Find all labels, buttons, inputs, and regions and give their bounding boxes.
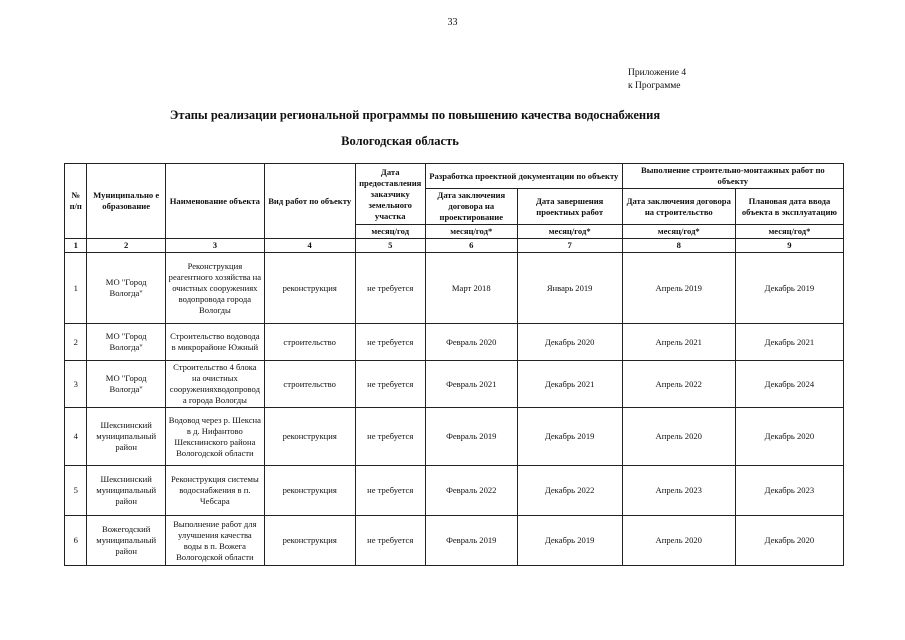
cell-municipality: Вожегодский муниципальный район [87, 516, 166, 566]
cell-commission: Декабрь 2023 [735, 466, 843, 516]
header-build-group: Выполнение строительно-монтажных работ по объекту [622, 164, 843, 189]
page-number: 33 [447, 17, 458, 28]
cell-design-contract: Февраль 2022 [425, 466, 517, 516]
header-no: № п/п [65, 164, 87, 239]
cell-commission: Декабрь 2021 [735, 324, 843, 361]
cell-no: 1 [65, 253, 87, 324]
unit-design-contract: месяц/год* [425, 225, 517, 239]
column-number: 9 [735, 239, 843, 253]
cell-design-contract: Февраль 2019 [425, 516, 517, 566]
unit-build-contract: месяц/год* [622, 225, 735, 239]
cell-design-contract: Февраль 2020 [425, 324, 517, 361]
cell-work-type: строительство [264, 324, 355, 361]
header-object-name: Наименование объекта [165, 164, 264, 239]
cell-build-contract: Апрель 2023 [622, 466, 735, 516]
column-number: 6 [425, 239, 517, 253]
column-number: 1 [65, 239, 87, 253]
cell-build-contract: Апрель 2022 [622, 361, 735, 408]
cell-object: Реконструкция реагентного хозяйства на очистных сооружениях водопровода города Вологды [165, 253, 264, 324]
cell-object: Выполнение работ для улучшения качества воды в п. Вожега Вологодской области [165, 516, 264, 566]
table-row [65, 361, 844, 408]
cell-land-date: не требуется [355, 466, 425, 516]
cell-land-date: не требуется [355, 516, 425, 566]
column-number: 7 [517, 239, 622, 253]
cell-no: 6 [65, 516, 87, 566]
header-commission: Плановая дата ввода объекта в эксплуатацию [735, 189, 843, 225]
table-row [65, 466, 844, 516]
unit-land: месяц/год [355, 225, 425, 239]
table-row [65, 408, 844, 466]
cell-municipality: МО "Город Вологда" [87, 324, 166, 361]
cell-object: Реконструкция системы водоснабжения в п. Чебсара [165, 466, 264, 516]
cell-design-contract: Март 2018 [425, 253, 517, 324]
cell-no: 3 [65, 361, 87, 408]
header-build-contract: Дата заключения договора на строительство [622, 189, 735, 225]
cell-municipality: МО "Город Вологда" [87, 361, 166, 408]
header-municipality: Муниципально е образование [87, 164, 166, 239]
cell-design-contract: Февраль 2021 [425, 361, 517, 408]
cell-commission: Декабрь 2019 [735, 253, 843, 324]
program-stages-table [64, 163, 844, 566]
cell-build-contract: Апрель 2019 [622, 253, 735, 324]
cell-build-contract: Апрель 2021 [622, 324, 735, 361]
cell-land-date: не требуется [355, 408, 425, 466]
cell-work-type: реконструкция [264, 466, 355, 516]
cell-build-contract: Апрель 2020 [622, 516, 735, 566]
cell-object: Строительство 4 блока на очистных сооруженияхводопровод а города Вологды [165, 361, 264, 408]
region-title: Вологодская область [341, 134, 459, 148]
cell-work-type: реконструкция [264, 516, 355, 566]
cell-design-contract: Февраль 2019 [425, 408, 517, 466]
cell-municipality: Шекснинский муниципальный район [87, 408, 166, 466]
cell-no: 4 [65, 408, 87, 466]
appendix-line-2: к Программе [628, 81, 681, 91]
table-row [65, 516, 844, 566]
table-row [65, 324, 844, 361]
column-number: 2 [87, 239, 166, 253]
cell-design-end: Январь 2019 [517, 253, 622, 324]
cell-land-date: не требуется [355, 253, 425, 324]
cell-object: Строительство водовода в микрорайоне Южный [165, 324, 264, 361]
column-number-row [65, 239, 844, 253]
appendix-note [628, 67, 686, 93]
cell-design-end: Декабрь 2020 [517, 324, 622, 361]
cell-commission: Декабрь 2024 [735, 361, 843, 408]
header-design-group: Разработка проектной документации по объекту [425, 164, 622, 189]
cell-design-end: Декабрь 2021 [517, 361, 622, 408]
header-design-end: Дата завершения проектных работ [517, 189, 622, 225]
column-number: 3 [165, 239, 264, 253]
cell-build-contract: Апрель 2020 [622, 408, 735, 466]
column-number: 8 [622, 239, 735, 253]
cell-work-type: реконструкция [264, 408, 355, 466]
cell-work-type: строительство [264, 361, 355, 408]
cell-commission: Декабрь 2020 [735, 408, 843, 466]
appendix-line-1: Приложение 4 [628, 68, 687, 78]
cell-no: 5 [65, 466, 87, 516]
table-row [65, 253, 844, 324]
header-design-contract: Дата заключения договора на проектирование [425, 189, 517, 225]
header-work-type: Вид работ по объекту [264, 164, 355, 239]
cell-work-type: реконструкция [264, 253, 355, 324]
cell-land-date: не требуется [355, 361, 425, 408]
column-number: 4 [264, 239, 355, 253]
cell-design-end: Декабрь 2019 [517, 408, 622, 466]
header-land-date: Дата предоставления заказчику земельного участка [355, 164, 425, 225]
cell-municipality: Шекснинский муниципальный район [87, 466, 166, 516]
cell-commission: Декабрь 2020 [735, 516, 843, 566]
cell-municipality: МО "Город Вологда" [87, 253, 166, 324]
cell-no: 2 [65, 324, 87, 361]
document-title: Этапы реализации региональной программы по повышению качества водоснабжения [169, 108, 661, 122]
column-number: 5 [355, 239, 425, 253]
unit-design-end: месяц/год* [517, 225, 622, 239]
cell-design-end: Декабрь 2022 [517, 466, 622, 516]
unit-commission: месяц/год* [735, 225, 843, 239]
cell-design-end: Декабрь 2019 [517, 516, 622, 566]
cell-land-date: не требуется [355, 324, 425, 361]
cell-object: Водовод через р. Шексна в д. Нифантово Шекснинского района Вологодской области [165, 408, 264, 466]
